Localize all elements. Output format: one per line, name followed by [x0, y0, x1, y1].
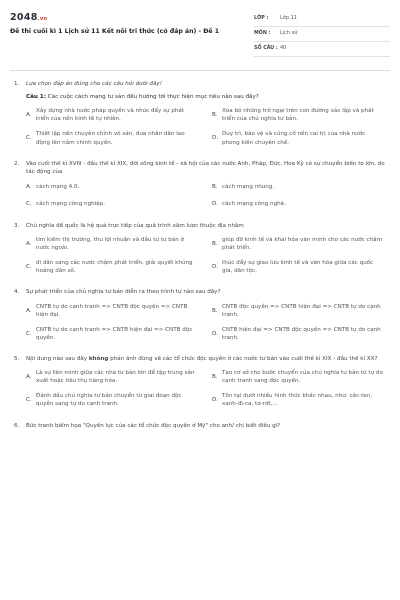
answer-text: CNTB tự do cạnh tranh => CNTB độc quyền => CNTB hiện đại. — [36, 303, 188, 318]
answer-options — [10, 236, 390, 275]
sub-question — [10, 93, 390, 101]
meta-key: MÔN : — [254, 30, 271, 36]
question-number: 5. — [14, 355, 20, 362]
question-number: 2. — [14, 160, 20, 167]
answer-letter: A. — [26, 183, 32, 190]
answer-letter: B. — [212, 241, 218, 248]
question-text: Chủ nghĩa đế quốc là hệ quả trực tiếp của quá trình xâm lược thuộc địa nhằm — [26, 222, 244, 229]
answer-option-a[interactable] — [26, 107, 204, 123]
question-5 — [10, 355, 390, 409]
header-divider — [10, 70, 390, 71]
answer-text: cách mạng công nghiệp. — [36, 200, 105, 207]
answer-text: CNTB tự do cạnh tranh => CNTB hiện đại => CNTB độc quyền. — [36, 326, 193, 341]
answer-letter: A. — [26, 307, 32, 314]
question-4 — [10, 288, 390, 342]
answer-option-d[interactable] — [212, 392, 390, 408]
question-text: Sự phát triển của chủ nghĩa tư bản diễn ra theo trình tự nào sau đây? — [26, 289, 221, 296]
meta-row-subject — [254, 27, 390, 42]
answer-option-a[interactable] — [26, 182, 204, 192]
answer-letter: D. — [212, 330, 219, 337]
answer-options — [10, 182, 390, 209]
sub-question-lead: Câu 1: — [26, 94, 46, 101]
question-text-after: phản ánh đúng về các tổ chức độc quyền ở các nước tư bản vào cuối thế kỉ XIX - đầu thế kỉ XX? — [108, 355, 378, 362]
answer-letter: C. — [26, 200, 32, 207]
question-1 — [10, 80, 390, 147]
question-text: Lựa chọn đáp án đúng cho các câu hỏi dưới đây! — [26, 81, 162, 87]
answer-text: tìm kiếm thị trường, thu lợi nhuận và đầu tư tư bản ở nước ngoài. — [36, 236, 184, 252]
meta-row-class — [254, 12, 390, 27]
answer-letter: A. — [26, 241, 32, 248]
answer-options — [10, 303, 390, 342]
meta-value: 40 — [280, 45, 287, 52]
answer-letter: B. — [212, 112, 218, 119]
answer-option-b[interactable] — [212, 236, 390, 252]
question-6 — [10, 422, 390, 430]
answer-text: Đánh dấu chủ nghĩa tư bản chuyển từ giai đoạn độc quyền sang tự do cạnh tranh. — [36, 393, 182, 408]
answer-letter: C. — [26, 397, 32, 404]
answer-option-b[interactable] — [212, 303, 390, 319]
answer-text: Tạo cơ sở cho bước chuyển của chủ nghĩa tư bản từ tự do cạnh tranh sang độc quyền. — [222, 370, 383, 385]
question-text-before: Nội dung nào sau đây — [26, 355, 89, 362]
answer-letter: D. — [212, 200, 219, 207]
answer-letter: B. — [212, 183, 218, 190]
question-list — [10, 80, 390, 443]
answer-option-b[interactable] — [212, 369, 390, 385]
page-header — [10, 8, 390, 62]
question-number: 4. — [14, 289, 20, 296]
answer-option-b[interactable] — [212, 107, 390, 123]
answer-text: cách mạng 4.0. — [36, 183, 80, 190]
answer-letter: C. — [26, 330, 32, 337]
meta-key: LỚP : — [254, 15, 269, 21]
answer-option-d[interactable] — [212, 259, 390, 275]
answer-option-c[interactable] — [26, 130, 204, 146]
answer-option-c[interactable] — [26, 326, 204, 342]
answer-letter: C. — [26, 264, 32, 271]
answer-text: Tồn tại dưới nhiều hình thức khác nhau, như: các-ten, xanh-đi-ca, tơ-rớt,... — [222, 393, 373, 408]
answer-letter: D. — [212, 135, 219, 142]
site-logo[interactable] — [10, 11, 47, 25]
answer-text: Duy trì, bảo vệ và củng cố nền cai trị của nhà nước phong kiến chuyên chế. — [222, 131, 366, 146]
meta-row-count — [254, 42, 390, 57]
answer-option-d[interactable] — [212, 199, 390, 209]
answer-option-c[interactable] — [26, 392, 204, 408]
answer-text: Là sự liên minh giữa các nhà tư bản lớn để tập trung sản xuất hoặc tiêu thụ hàng hóa. — [36, 370, 195, 385]
answer-letter: D. — [212, 397, 219, 404]
answer-text: cách mạng nhung. — [222, 183, 275, 190]
answer-text: di dân sang các nước chậm phát triển, giải quyết khủng hoảng dân số. — [36, 260, 193, 275]
sub-question-text: Các cuộc cách mạng tư sản đều hướng tới thực hiện mục tiêu nào sau đây? — [47, 94, 259, 101]
question-text-emphasis: không — [88, 355, 109, 362]
answer-option-d[interactable] — [212, 130, 390, 146]
answer-letter: A. — [26, 112, 32, 119]
answer-option-a[interactable] — [26, 236, 204, 252]
logo-text: 2048 — [10, 12, 38, 23]
answer-text: Xóa bỏ những trở ngại trên con đường xác lập và phát triển của chủ nghĩa tư bản. — [222, 108, 374, 123]
answer-letter: D. — [212, 264, 219, 271]
answer-option-a[interactable] — [26, 303, 204, 319]
answer-text: Thiết lập nền chuyên chính vô sản, đưa nhân dân lao động lên nắm chính quyền. — [36, 131, 185, 146]
question-text: Vào cuối thế kỉ XVIII - đầu thế kỉ XIX, đời sống kinh tế - xã hội của các nước Anh, Pháp, Đức, Hoa Kỳ có sự chuyển biến to lớn, do tác động của — [26, 160, 385, 175]
answer-text: cách mạng công nghệ. — [222, 200, 286, 207]
answer-letter: B. — [212, 374, 218, 381]
answer-option-c[interactable] — [26, 199, 204, 209]
exam-meta — [254, 12, 390, 57]
question-text — [26, 355, 390, 363]
meta-value: Lịch sử — [280, 30, 298, 37]
question-number: 3. — [14, 222, 20, 229]
answer-options — [10, 369, 390, 408]
logo-suffix: .vn — [37, 16, 48, 22]
exam-title: Đề thi cuối kì 1 Lịch sử 11 Kết nối tri thức (có đáp án) - Đề 1 — [10, 28, 220, 35]
answer-text: CNTB hiện đại => CNTB độc quyền => CNTB tự do cạnh tranh. — [222, 326, 381, 341]
question-number: 6. — [14, 422, 20, 429]
meta-key: SỐ CÂU : — [254, 45, 278, 51]
answer-option-a[interactable] — [26, 369, 204, 385]
answer-option-b[interactable] — [212, 182, 390, 192]
answer-text: Xây dựng nhà nước pháp quyền và nhúc đẩy sự phát triển của nền kinh tế tự nhiên. — [36, 108, 185, 123]
answer-text: thúc đẩy sự giao lưu kinh tế và văn hóa giữa các quốc gia, dân tộc. — [222, 260, 374, 275]
answer-letter: B. — [212, 307, 218, 314]
question-text: Bức tranh biếm họa "Quyền lực của các tổ chức độc quyền ở Mỹ" cho anh/ chị biết điều gì? — [26, 422, 281, 429]
answer-text: giúp đỡ kinh tế và khai hóa văn minh cho các nước chậm phát triển. — [222, 236, 383, 252]
answer-option-d[interactable] — [212, 326, 390, 342]
answer-options — [10, 107, 390, 146]
answer-letter: C. — [26, 135, 32, 142]
answer-option-c[interactable] — [26, 259, 204, 275]
answer-letter: A. — [26, 374, 32, 381]
question-number: 1. — [14, 81, 20, 87]
question-3 — [10, 222, 390, 276]
answer-text: CNTB độc quyền => CNTB hiện đại => CNTB tự do cạnh tranh. — [222, 303, 381, 318]
question-2 — [10, 160, 390, 209]
meta-value: Lớp 11 — [280, 15, 297, 22]
